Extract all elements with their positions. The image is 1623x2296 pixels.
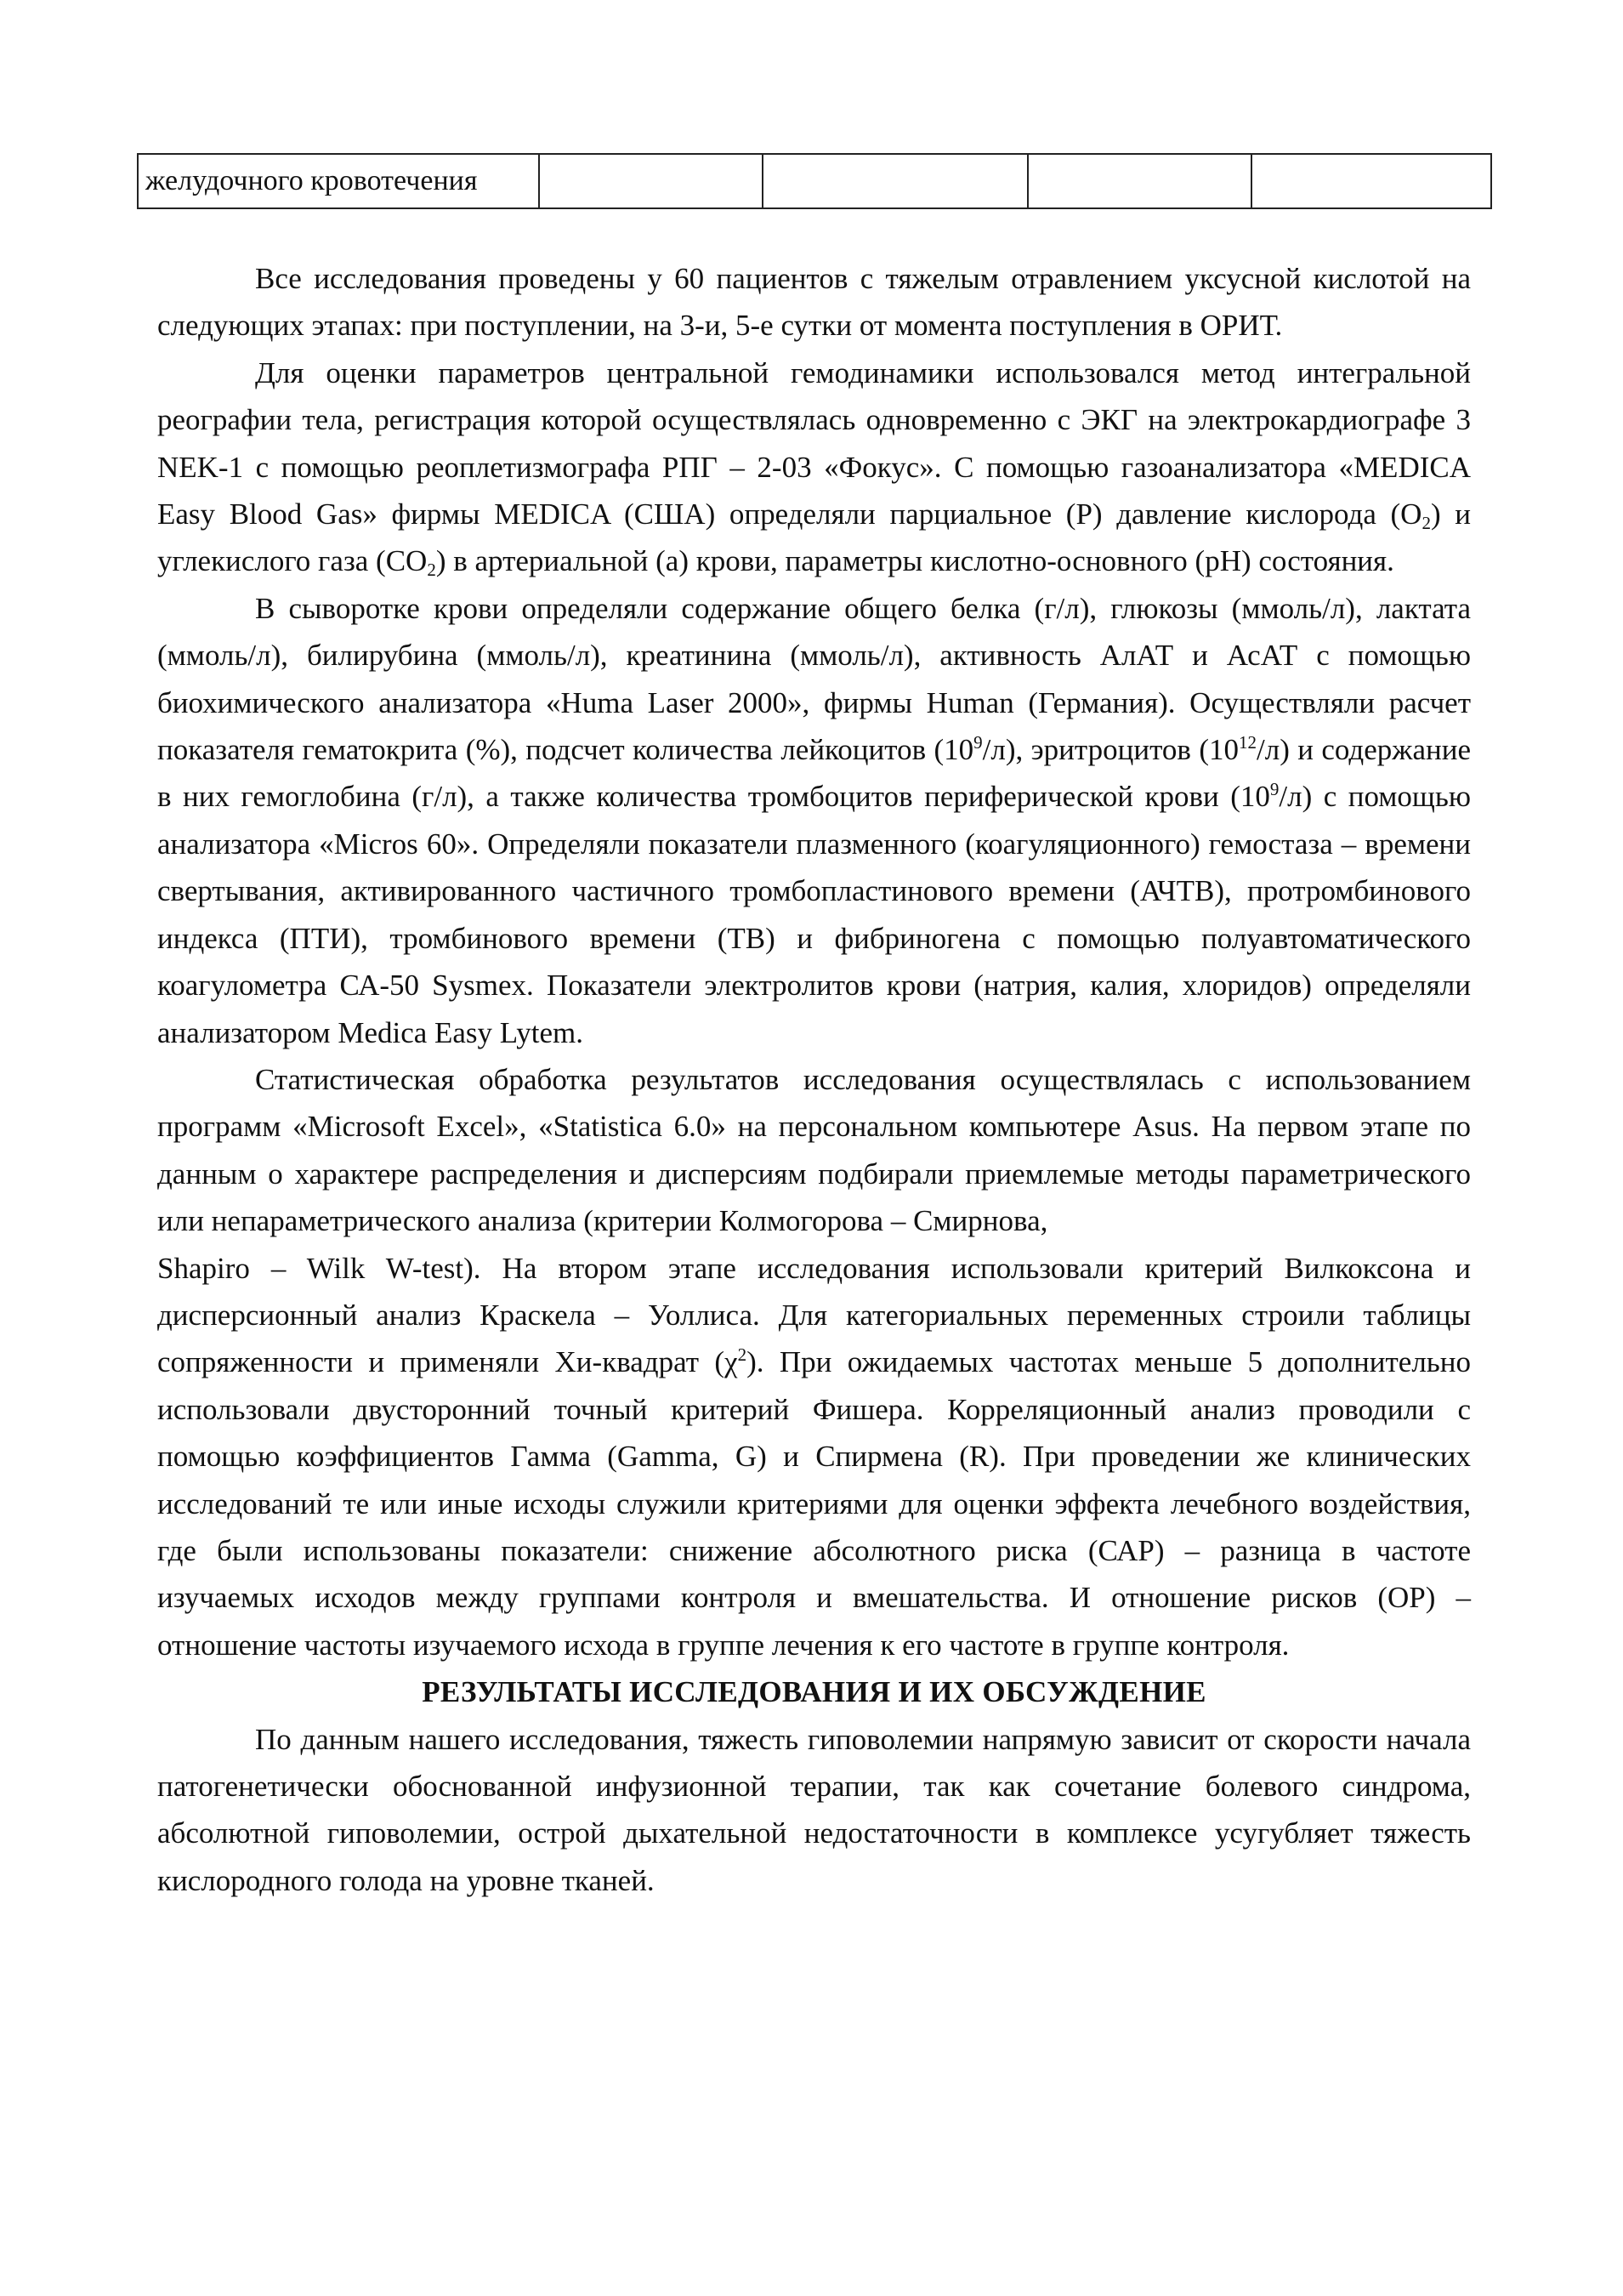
table-cell-empty bbox=[1251, 154, 1491, 208]
paragraph-methods-blood: В сыворотке крови определяли содержание общего белка (г/л), глюкозы (ммоль/л), лактата (ммоль/л), билирубина (ммоль/л), креатинина (ммоль/л), активность АлАТ и АсАТ с помощью биохимического анализатора «Huma Laser 2000», фирмы Human (Германия). Осуществляли расчет показателя гематокрита (%), подсчет количества лейкоцитов $(10^9/л)$, эритроцитов $(10^{12}/л)$ и содержание в них гемоглобина (г/л), а также количества тромбоцитов периферической крови $(10^9/л)$ с помощью анализатора «Micros 60». Определяли показатели плазменного (коагуляционного) гемостаза – времени свертывания, активированного частичного тромбопластинового времени (АЧТВ), протромбинового индекса (ПТИ), тромбинового времени (ТВ) и фибриногена с помощью полуавтоматического коагулометра СА-50 Sysmex. Показатели электролитов крови (натрия, калия, хлоридов) определяли анализатором Medica Easy Lytem. bbox=[157, 591, 1471, 1049]
table-cell-empty bbox=[1028, 154, 1251, 208]
paragraph-statistics: Статистическая обработка результатов исследования осуществлялась с использованием программ «Microsoft Excel», «Statistica 6.0» на персональном компьютере Asus. На первом этапе по данным о характере распределения и дисперсиям подбирали приемлемые методы параметрического или непараметрического анализа (критерии Колмогорова – Смирнова, bbox=[157, 1062, 1471, 1238]
section-heading: РЕЗУЛЬТАТЫ ИССЛЕДОВАНИЯ И ИХ ОБСУЖДЕНИЕ bbox=[422, 1675, 1206, 1709]
paragraph-patients: Все исследования проведены у 60 пациентов с тяжелым отравлением уксусной кислотой на следующих этапах: при поступлении, на 3-и, 5-е сутки от момента поступления в ОРИТ. bbox=[157, 262, 1471, 343]
table-last-row bbox=[137, 153, 1492, 209]
paragraph-results: По данным нашего исследования, тяжесть гиповолемии напрямую зависит от скорости начала патогенетически обоснованной инфузионной терапии, так как сочетание болевого синдрома, абсолютной гиповолемии, острой дыхательной недостаточности в комплексе усугубляет тяжесть кислородного голода на уровне тканей. bbox=[157, 1722, 1471, 1897]
body-text bbox=[157, 255, 1471, 1904]
paragraph-statistics-continued: Shapiro – Wilk W-test). На втором этапе исследования использовали критерий Вилкоксона и дисперсионный анализ Краскела – Уоллиса. Для категориальных переменных строили таблицы сопряженности и применяли Хи-квадрат $(\chi^2)$. При ожидаемых частотах меньше 5 дополнительно использовали двусторонний точный критерий Фишера. Корреляционный анализ проводили с помощью коэффициентов Гамма (Gamma, G) и Спирмена (R). При проведении же клинических исследований те или иные исходы служили критериями для оценки эффекта лечебного воздействия, где были использованы показатели: снижение абсолютного риска (САР) – разница в частоте изучаемых исходов между группами контроля и вмешательства. И отношение рисков (ОР) – отношение частоты изучаемого исхода в группе лечения к его частоте в группе контроля. bbox=[157, 1251, 1471, 1662]
table-cell-label: желудочного кровотечения bbox=[138, 154, 539, 208]
table-cell-empty bbox=[763, 154, 1028, 208]
paragraph-methods-hemodynamics: Для оценки параметров центральной гемодинамики использовался метод интегральной реографии тела, регистрация которой осуществлялась одновременно с ЭКГ на электрокардиографе 3 NEK-1 с помощью реоплетизмографа РПГ – 2-03 «Фокус». С помощью газоанализатора «MEDICA Easy Blood Gas» фирмы MEDICA (США) определяли парциальное (Р) давление кислорода $(О_2)$ и углекислого газа $(СО_2)$ в артериальной (а) крови, параметры кислотно-основного (рН) состояния. bbox=[157, 355, 1471, 581]
table-row bbox=[138, 154, 1491, 208]
table-cell-empty bbox=[539, 154, 763, 208]
